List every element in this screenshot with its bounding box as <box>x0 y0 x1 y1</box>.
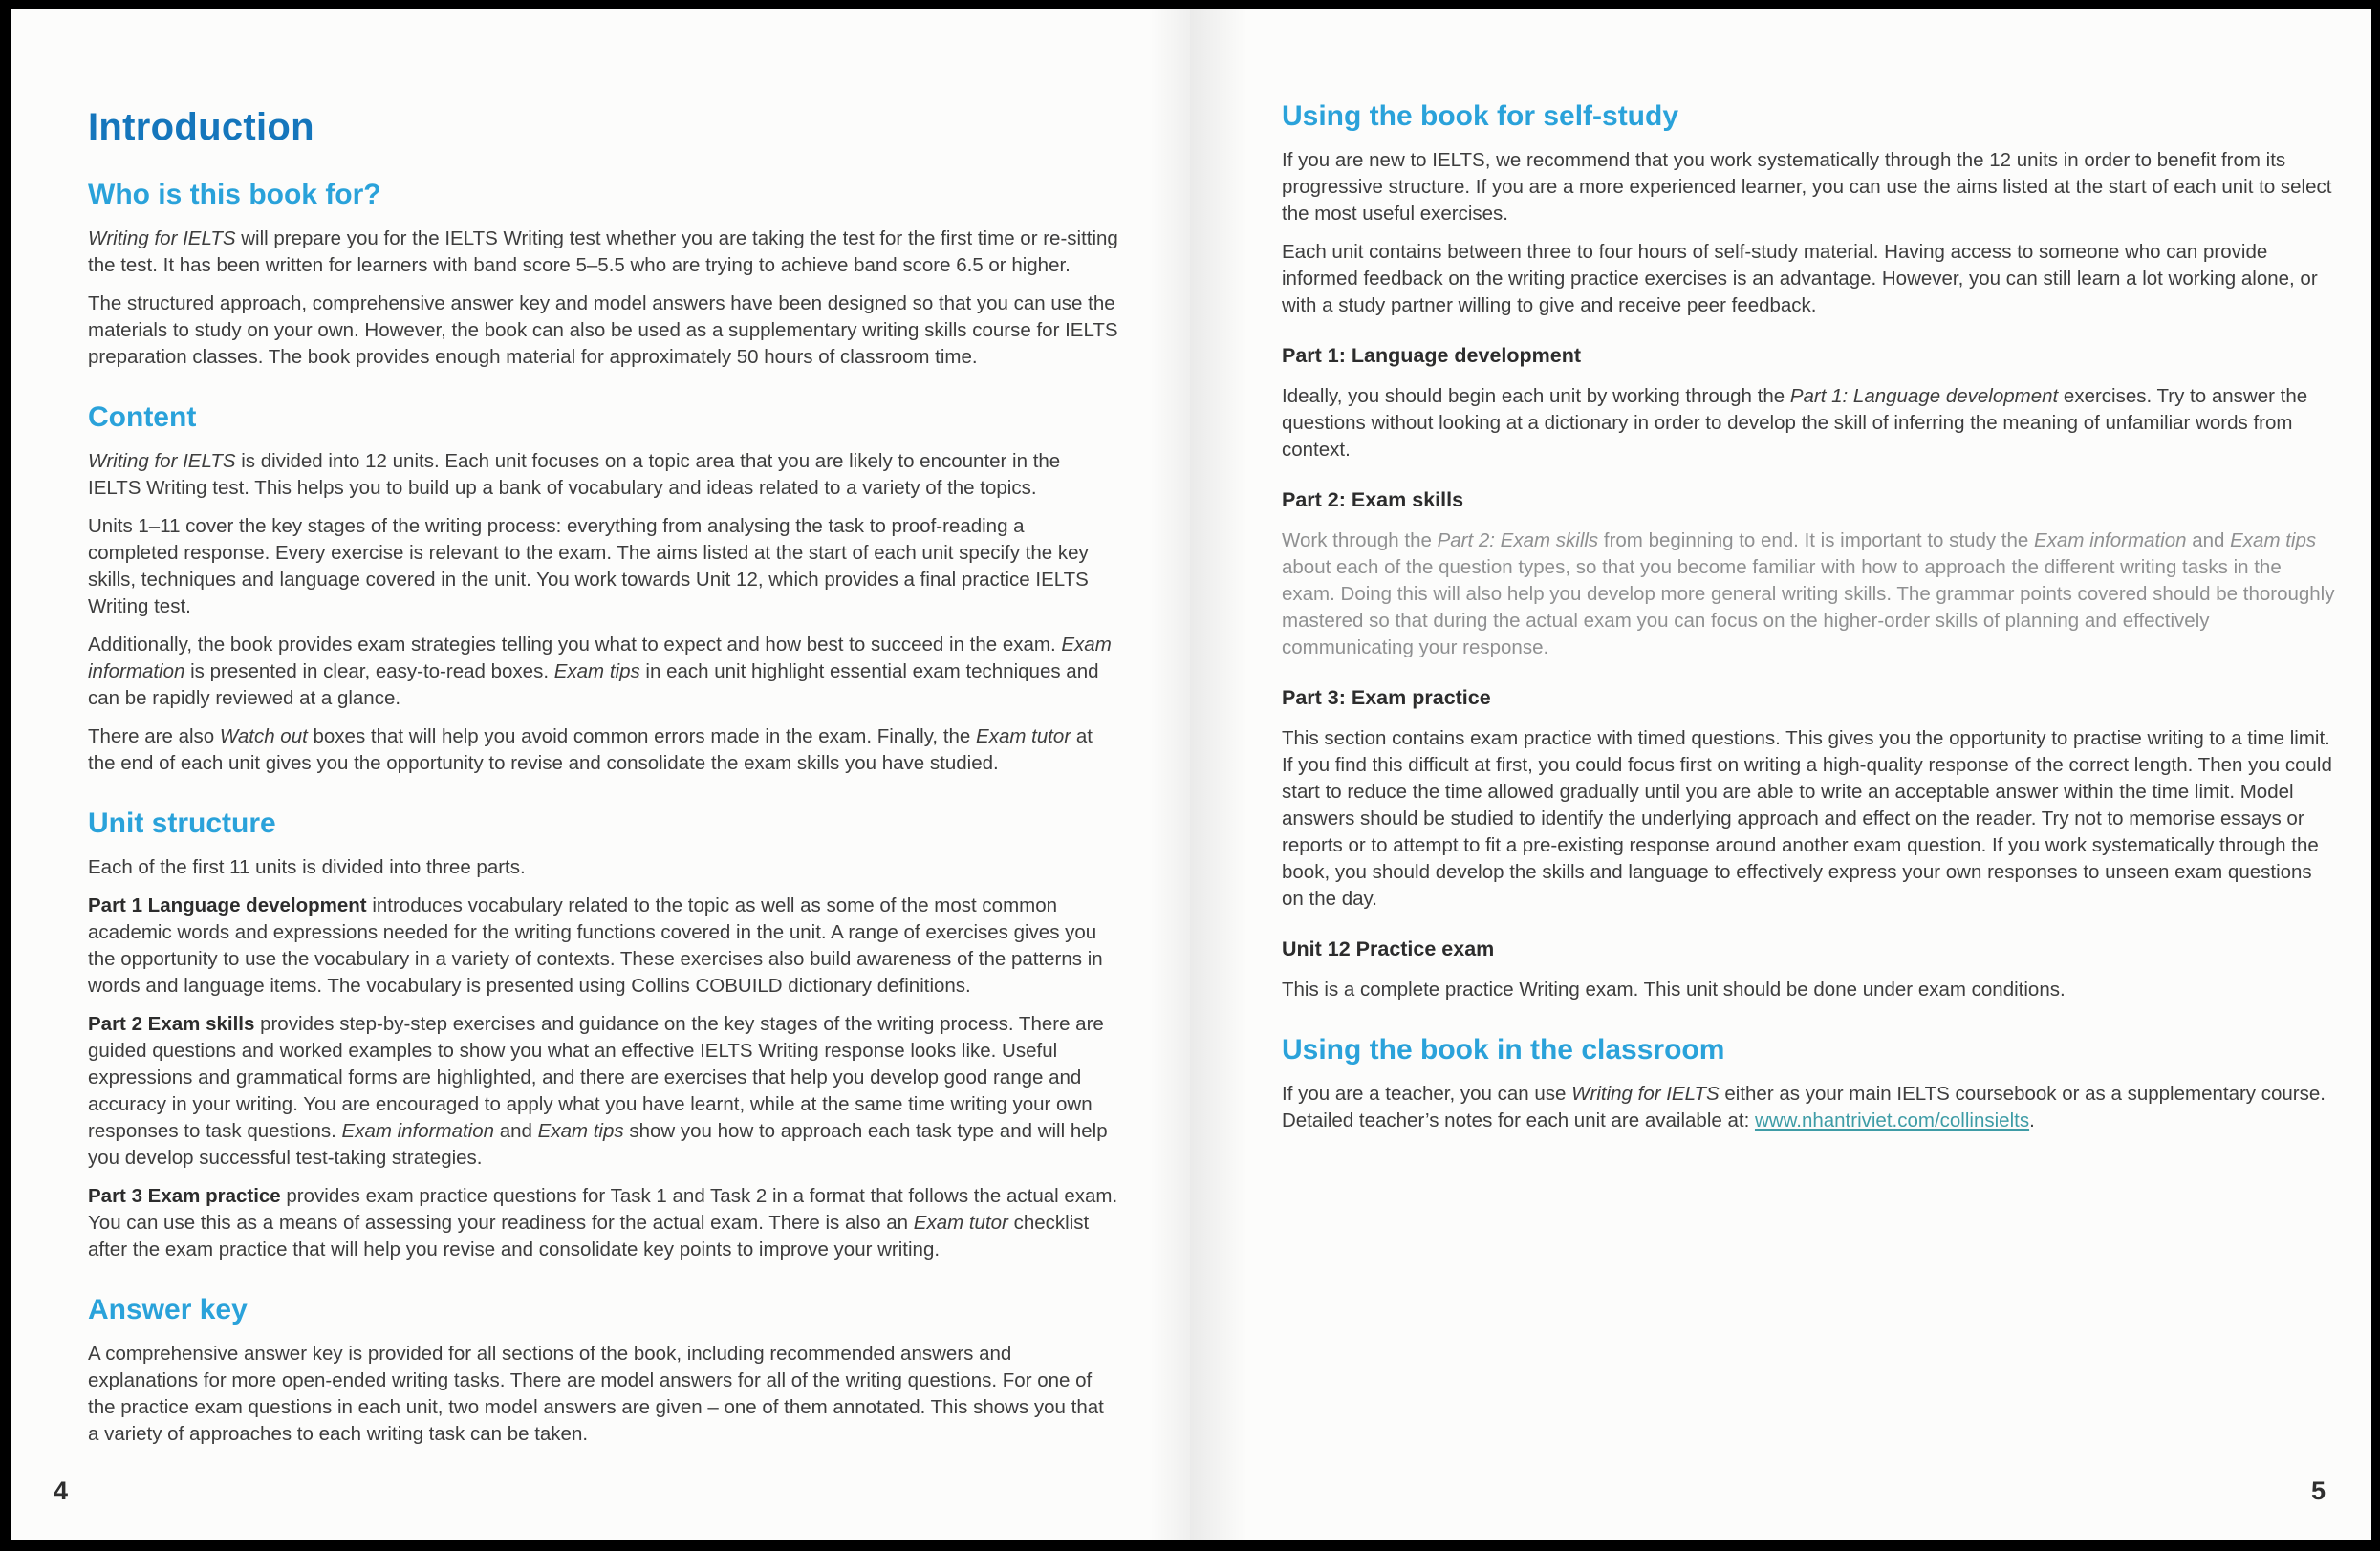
italic-text: Exam tutor <box>976 725 1071 747</box>
left-page-content <box>88 106 1118 1459</box>
section-heading <box>1282 100 2339 133</box>
text-run: Content <box>88 401 197 433</box>
body-paragraph <box>88 893 1118 1000</box>
body-paragraph <box>1282 383 2339 463</box>
body-paragraph <box>88 226 1118 279</box>
teacher-notes-link[interactable]: www.nhantriviet.com/collinsielts <box>1754 1109 2030 1131</box>
section-heading <box>88 1294 1118 1326</box>
text-run: Part 3: Exam practice <box>1282 686 1491 709</box>
italic-text: Exam tips <box>553 660 640 682</box>
text-run: and <box>2186 529 2231 551</box>
body-paragraph <box>1282 1081 2339 1134</box>
body-paragraph <box>88 723 1118 777</box>
page-number-left: 4 <box>54 1476 69 1505</box>
text-run: in each unit highlight essential exam techniques and can be rapidly reviewed at a glance. <box>88 660 1099 709</box>
text-run: show you how to approach each task type and will help you develop successful test-taking strategies. <box>88 1120 1108 1169</box>
section-heading <box>88 179 1118 211</box>
right-page <box>1190 9 2371 1540</box>
text-run: about each of the question types, so that you become familiar with how to approach the different writing tasks in the exam. Doing this will also help you develop more general writing skills. The grammar points covered should be thoroughly mastered so that during the actual exam you can focus on the higher-order skills of planning and effectively communicating your response. <box>1282 556 2335 658</box>
text-run: There are also <box>88 725 220 747</box>
left-page <box>11 9 1190 1540</box>
section-heading <box>88 401 1118 434</box>
text-run: checklist after the exam practice that will help you revise and consolidate key points to improve your writing. <box>88 1212 1090 1260</box>
italic-text: Watch out <box>219 725 308 747</box>
body-paragraph <box>88 1183 1118 1263</box>
text-run: If you are a teacher, you can use <box>1282 1083 1572 1105</box>
text-run: from beginning to end. It is important to study the <box>1598 529 2034 551</box>
italic-text: Writing for IELTS <box>88 450 236 472</box>
body-paragraph <box>88 513 1118 620</box>
section-heading <box>1282 1034 2339 1066</box>
body-paragraph <box>88 854 1118 881</box>
body-paragraph <box>88 291 1118 371</box>
right-page-content <box>1282 100 2339 1146</box>
section-heading <box>88 808 1118 840</box>
italic-text: Exam tips <box>537 1120 624 1142</box>
italic-text: Exam information <box>341 1120 495 1142</box>
italic-text: Part 1: Language development <box>1789 385 2059 407</box>
text-run: boxes that will help you avoid common errors made in the exam. Finally, the <box>307 725 977 747</box>
italic-text: Part 2: Exam skills <box>1437 529 1599 551</box>
text-run: exercises. Try to answer the questions without looking at a dictionary in order to develop the skill of inferring the meaning of unfamiliar words from context. <box>1282 385 2308 461</box>
text-run: Part 2: Exam skills <box>1282 488 1464 511</box>
italic-text: Exam information <box>88 634 1112 682</box>
text-run: Unit structure <box>88 808 276 839</box>
text-run: Units 1–11 cover the key stages of the writing process: everything from analysing the task to proof-reading a completed response. Every exercise is relevant to the exam. The aims listed at the start of each unit specify the key skills, techniques and language covered in the unit. You work towards Unit 12, which provides a final practice IELTS Writing test. <box>88 515 1089 617</box>
italic-text: Writing for IELTS <box>1571 1083 1720 1105</box>
text-run: provides exam practice questions for Task 1 and Task 2 in a format that follows the actual exam. You can use this as a means of assessing your readiness for the actual exam. There is also an <box>88 1185 1118 1234</box>
text-run: Answer key <box>88 1294 248 1325</box>
subsection-heading <box>1282 685 2339 710</box>
text-run: Ideally, you should begin each unit by working through the <box>1282 385 1790 407</box>
text-run: . <box>2029 1109 2035 1131</box>
text-run: either as your main IELTS coursebook or as a supplementary course. Detailed teacher’s notes for each unit are available at: <box>1282 1083 2326 1131</box>
body-paragraph <box>88 632 1118 712</box>
body-paragraph <box>1282 977 2339 1003</box>
body-paragraph <box>1282 725 2339 913</box>
text-run: will prepare you for the IELTS Writing test whether you are taking the test for the first time or re-sitting the test. It has been written for learners with band score 5–5.5 who are trying to achieve band score 6.5 or higher. <box>88 227 1118 276</box>
text-run: Additionally, the book provides exam strategies telling you what to expect and how best to succeed in the exam. <box>88 634 1062 656</box>
text-run: Who is this book for? <box>88 179 381 210</box>
text-run: introduces vocabulary related to the topic as well as some of the most common academic words and expressions needed for the writing functions covered in the unit. A range of exercises gives you the opportunity to use the vocabulary in a variety of contexts. These exercises also build awareness of the patterns in words and language items. The vocabulary is presented using Collins COBUILD dictionary definitions. <box>88 894 1103 997</box>
page-number-right: 5 <box>2310 1476 2326 1505</box>
body-paragraph <box>1282 147 2339 227</box>
italic-text: Exam tips <box>2230 529 2317 551</box>
body-paragraph <box>88 1011 1118 1172</box>
text-run: Each unit contains between three to four hours of self-study material. Having access to someone who can provide informed feedback on the writing practice exercises is an advantage. However, you can still learn a lot working alone, or with a study partner willing to give and receive peer feedback. <box>1282 241 2318 316</box>
subsection-heading <box>1282 937 2339 961</box>
text-run: If you are new to IELTS, we recommend that you work systematically through the 12 units in order to benefit from its progressive structure. If you are a more experienced learner, you can use the aims listed at the start of each unit to select the most useful exercises. <box>1282 149 2332 225</box>
text-run: Introduction <box>88 106 314 148</box>
subsection-heading <box>1282 487 2339 512</box>
text-run: This section contains exam practice with timed questions. This gives you the opportunity to practise writing to a time limit. If you find this difficult at first, you could focus first on writing a high-quality response of the correct length. Then you could start to reduce the time allowed gradually until you are able to write an acceptable answer within the time limit. Model answers should be studied to identify the underlying approach and effect on the reader. Try not to memorise essays or reports or to attempt to fit a pre-existing response around another exam question. If you work systematically through the book, you should develop the skills and language to effectively express your own responses to unseen exam questions on the day. <box>1282 727 2332 910</box>
text-run: Part 1: Language development <box>1282 344 1582 367</box>
text-run: A comprehensive answer key is provided for all sections of the book, including recommended answers and explanations for more open-ended writing tasks. There are model answers for all of the writing questions. For one of the practice exam questions in each unit, two model answers are given – one of them annotated. This shows you that a variety of approaches to each writing task can be taken. <box>88 1343 1104 1445</box>
text-run: Using the book for self-study <box>1282 100 1679 132</box>
italic-text: Exam tutor <box>913 1212 1008 1234</box>
body-paragraph <box>88 448 1118 502</box>
page-title <box>88 106 1118 148</box>
text-run: is divided into 12 units. Each unit focuses on a topic area that you are likely to encounter in the IELTS Writing test. This helps you to build up a bank of vocabulary and ideas related to a variety of the topics. <box>88 450 1061 499</box>
text-run: The structured approach, comprehensive answer key and model answers have been designed so that you can use the materials to study on your own. However, the book can also be used as a supplementary writing skills course for IELTS preparation classes. The book provides enough material for approximately 50 hours of classroom time. <box>88 292 1118 368</box>
text-run: Using the book in the classroom <box>1282 1034 1725 1066</box>
subsection-heading <box>1282 343 2339 368</box>
text-run: is presented in clear, easy-to-read boxes. <box>184 660 554 682</box>
text-run: provides step-by-step exercises and guidance on the key stages of the writing process. There are guided questions and worked examples to show you what an effective IELTS Writing response looks like. Useful expressions and grammatical forms are highlighted, and there are exercises that help you develop good range and accuracy in your writing. You are encouraged to apply what you have learnt, while at the same time writing your own responses to task questions. <box>88 1013 1104 1142</box>
bold-text: Part 3 Exam practice <box>88 1185 281 1207</box>
text-run: Each of the first 11 units is divided into three parts. <box>88 856 526 878</box>
text-run: Work through the <box>1282 529 1438 551</box>
text-run: at the end of each unit gives you the opportunity to revise and consolidate the exam skills you have studied. <box>88 725 1093 774</box>
bold-text: Part 2 Exam skills <box>88 1013 255 1035</box>
text-run: Unit 12 Practice exam <box>1282 937 1495 960</box>
body-paragraph <box>1282 528 2339 661</box>
italic-text: Writing for IELTS <box>88 227 236 249</box>
body-paragraph <box>88 1341 1118 1448</box>
body-paragraph <box>1282 239 2339 319</box>
italic-text: Exam information <box>2034 529 2187 551</box>
bold-text: Part 1 Language development <box>88 894 367 916</box>
text-run: and <box>494 1120 538 1142</box>
text-run: This is a complete practice Writing exam. This unit should be done under exam conditions. <box>1282 979 2066 1001</box>
